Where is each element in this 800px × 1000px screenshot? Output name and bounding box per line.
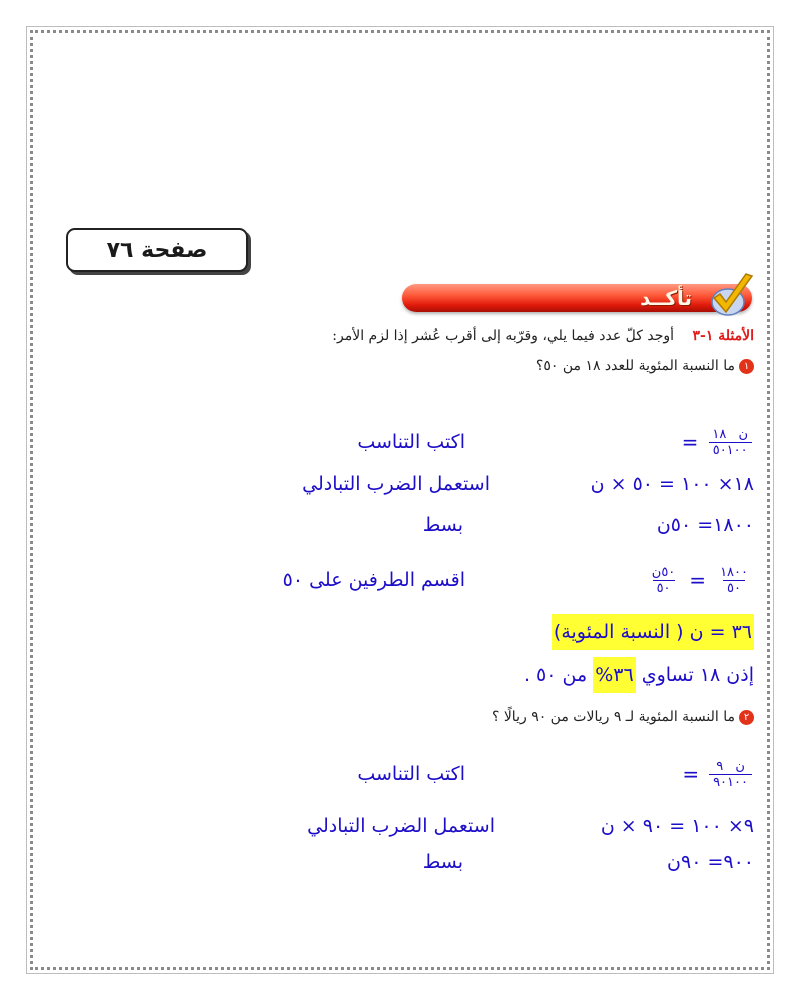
- q1-conclusion: إذن ١٨ تساوي ٣٦% من ٥٠ .: [524, 657, 754, 693]
- question-2-number: ٢: [739, 710, 754, 725]
- question-2-text: ما النسبة المئوية لـ ٩ ريالات من ٩٠ ريالًا ؟: [491, 709, 735, 725]
- examples-reference: الأمثلة ١-٣: [692, 328, 754, 344]
- q1-cross-note: استعمل الضرب التبادلي: [302, 473, 490, 495]
- page-number-label: صفحة ٧٦: [66, 228, 248, 272]
- q2-proportion-fraction: $\frac{\text{ن ٩}}{٩٠١٠٠}$: [709, 759, 752, 790]
- q1-simplify: ١٨٠٠= ٥٠ن: [656, 514, 754, 536]
- q2-proportion-note: اكتب التناسب: [357, 763, 465, 785]
- question-1-text: ما النسبة المئوية للعدد ١٨ من ٥٠؟: [535, 358, 735, 374]
- question-1-number: ١: [739, 359, 754, 374]
- q1-divide-note: اقسم الطرفين على ٥٠: [282, 569, 465, 591]
- q1-proportion-equation: $\frac{\text{ن ١٨}}{٥٠١٠٠}$ =: [674, 424, 754, 460]
- q2-simplify: ٩٠٠= ٩٠ن: [667, 851, 754, 873]
- q2-simplify-note: بسط: [422, 851, 463, 873]
- q1-result-highlight: ٣٦ = ن ( النسبة المئوية): [552, 614, 754, 650]
- instruction-text: أوجد كلّ عدد فيما يلي، وقرّبه إلى أقرب عُشر إذا لزم الأمر:: [332, 328, 675, 344]
- q1-divide-right: $\frac{\text{٥٠ن}}{٥٠}$: [651, 564, 676, 596]
- q2-proportion-equation: $\frac{\text{ن ٩}}{٩٠١٠٠}$ =: [674, 756, 754, 792]
- q1-proportion-note: اكتب التناسب: [357, 431, 465, 453]
- check-banner: [402, 284, 752, 312]
- instruction-line: [332, 323, 754, 349]
- question-1: [536, 352, 754, 380]
- q1-result: [552, 614, 754, 650]
- q1-percent-highlight: ٣٦%: [593, 657, 635, 693]
- q1-divide-equation: $\frac{١٨٠٠}{٥٠}$ = $\frac{\text{٥٠ن}}{٥٠}$: [646, 562, 754, 598]
- q2-cross-note: استعمل الضرب التبادلي: [307, 815, 495, 837]
- checkmark-icon: [706, 272, 756, 318]
- question-2: [492, 703, 754, 731]
- q1-cross-multiply: ١٨× ١٠٠ = ٥٠ × ن: [590, 473, 754, 495]
- q2-cross-multiply: ٩× ١٠٠ = ٩٠ × ن: [600, 815, 754, 837]
- q1-divide-left: $\frac{١٨٠٠}{٥٠}$: [720, 564, 748, 596]
- q1-proportion-fraction: $\frac{\text{ن ١٨}}{٥٠١٠٠}$: [708, 427, 752, 458]
- banner-title: تأكــد: [640, 286, 692, 310]
- q1-simplify-note: بسط: [422, 514, 463, 536]
